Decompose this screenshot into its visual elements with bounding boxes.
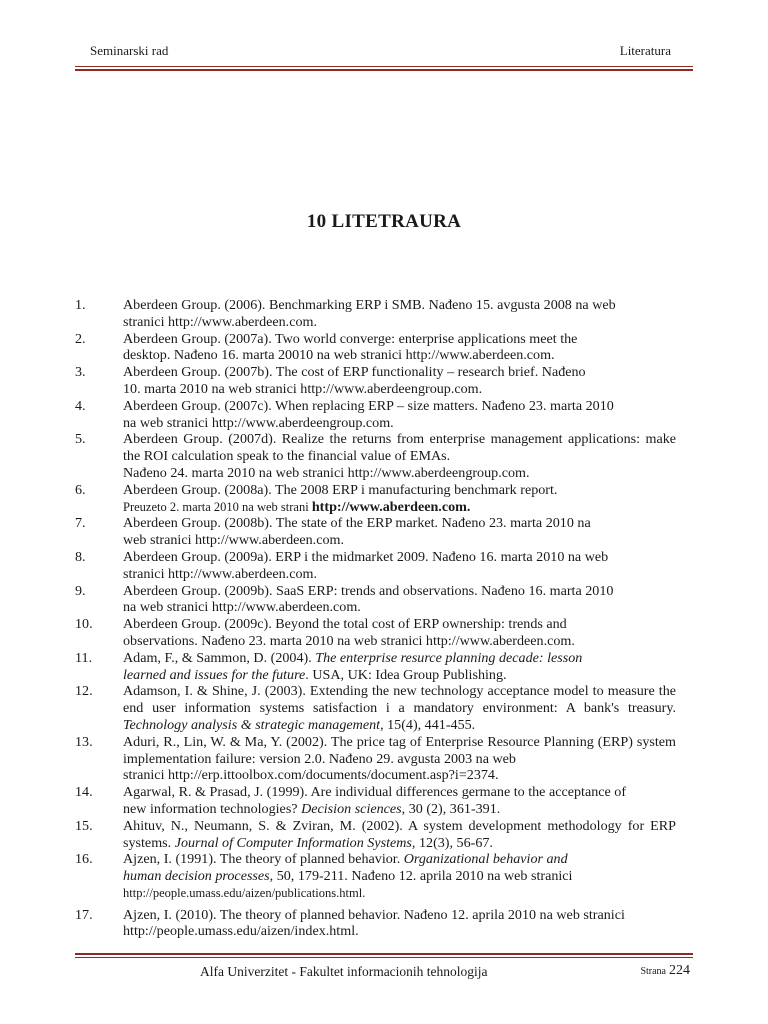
reference-line: 10. marta 2010 na web stranici http://www.aberdeengroup.com. [123, 380, 483, 397]
reference-text [123, 907, 676, 941]
reference-url: http://www.aberdeen.com. [311, 498, 471, 515]
reference-line: na web stranici http://www.aberdeen.com. [123, 599, 361, 616]
reference-item [75, 784, 676, 818]
page-number-block [640, 963, 690, 979]
reference-number: 17. [75, 906, 93, 923]
reference-line: Aberdeen Group. (2006). Benchmarking ERP i SMB. Nađeno 15. avgusta 2008 na web [123, 297, 616, 313]
reference-number: 8. [75, 548, 86, 565]
reference-line: Aberdeen Group. (2007c). When replacing ERP – size matters. Nađeno 23. marta 2010 [123, 397, 614, 414]
reference-number: 7. [75, 515, 86, 532]
reference-number: 6. [75, 481, 86, 498]
reference-text [123, 431, 676, 481]
reference-line: Nađeno 24. marta 2010 na web stranici http://www.aberdeengroup.com. [123, 464, 530, 481]
reference-segment: Adamson, I. & Shine, J. (2003). Extending the new technology acceptance model to [123, 683, 604, 700]
reference-number: 12. [75, 683, 93, 700]
reference-text [123, 851, 676, 901]
reference-text [123, 331, 676, 365]
reference-title: The enterprise resurce planning decade: lesson [315, 649, 583, 666]
reference-item [75, 482, 676, 516]
reference-line: stranici http://www.aberdeen.com. [123, 565, 317, 582]
reference-journal: Decision sciences [301, 800, 402, 817]
reference-line: na web stranici http://www.aberdeengroup.com. [123, 414, 394, 431]
header-right: Literatura [619, 43, 671, 58]
reference-text [123, 297, 676, 331]
reference-segment: new information technologies? [123, 800, 302, 817]
reference-journal: human decision processes [123, 868, 270, 885]
reference-text [123, 784, 676, 818]
page-label: Strana [640, 966, 666, 977]
reference-number: 16. [75, 851, 93, 868]
reference-number: 1. [75, 297, 86, 313]
reference-line: Preuzeto 2. marta 2010 na web strani [123, 499, 312, 514]
reference-line: http://people.umass.edu/aizen/index.html. [123, 923, 359, 940]
reference-segment: . USA, UK: Idea Group Publishing. [305, 666, 507, 683]
reference-number: 11. [75, 649, 93, 666]
reference-item [75, 907, 676, 941]
reference-number: 10. [75, 616, 93, 633]
reference-line: Aberdeen Group. (2009c). Beyond the total cost of ERP ownership: trends and [123, 616, 567, 633]
reference-text [123, 683, 676, 733]
reference-text [123, 364, 676, 398]
reference-number: 9. [75, 582, 86, 599]
reference-text [123, 482, 676, 516]
reference-line: stranici http://erp.ittoolbox.com/documents/document.asp?i=2374. [123, 767, 499, 784]
reference-number: 15. [75, 817, 93, 834]
reference-item [75, 515, 676, 549]
footer-text: Alfa Univerzitet - Fakultet informacionih tehnologija [200, 964, 488, 979]
reference-line: Aberdeen Group. (2007b). The cost of ERP functionality – research brief. Nađeno [123, 364, 586, 381]
reference-item [75, 549, 676, 583]
reference-line: desktop. Nađeno 16. marta 20010 na web stranici http://www.aberdeen.com. [123, 347, 555, 364]
reference-item [75, 398, 676, 432]
reference-text [123, 398, 676, 432]
reference-segment: Ajzen, I. (1991). The theory of planned behavior. [123, 851, 404, 868]
reference-segment: , 12(3), 56-67. [411, 834, 493, 851]
reference-line: Aberdeen Group. (2009a). ERP i the midmarket 2009. Nađeno 16. marta 2010 na web [123, 548, 609, 565]
reference-item [75, 331, 676, 365]
reference-text [123, 818, 676, 852]
header-rule-thick [75, 69, 693, 71]
reference-segment: , 30 (2), 361-391. [401, 800, 501, 817]
reference-line: Aberdeen Group. (2008a). The 2008 ERP i manufacturing benchmark report. [123, 481, 558, 498]
reference-journal: Organizational behavior and [403, 851, 568, 868]
reference-item [75, 583, 676, 617]
reference-item [75, 734, 676, 784]
reference-number: 3. [75, 364, 86, 381]
header-left: Seminarski rad [90, 43, 169, 58]
reference-item [75, 431, 676, 481]
reference-number: 5. [75, 431, 86, 448]
reference-segment: Adam, F., & Sammon, D. (2004). [123, 649, 316, 666]
reference-line: Aberdeen Group. (2007a). Two world converge: enterprise applications meet the [123, 330, 578, 347]
reference-list [75, 297, 676, 940]
reference-item [75, 364, 676, 398]
page-header [90, 43, 671, 63]
reference-line: Aduri, R., Lin, W. & Ma, Y. (2002). The price tag of Enterprise Resource Planning [123, 733, 594, 750]
reference-line: web stranici http://www.aberdeen.com. [123, 532, 344, 549]
reference-line: Aberdeen Group. (2008b). The state of the ERP market. Nađeno 23. marta 2010 na [123, 515, 591, 532]
reference-line: Aberdeen Group. (2009b). SaaS ERP: trends and observations. Nađeno 16. marta 2010 [123, 582, 614, 599]
footer-rule-thick [75, 953, 693, 955]
reference-line: observations. Nađeno 23. marta 2010 na web stranici http://www.aberdeen.com. [123, 632, 575, 649]
reference-item [75, 616, 676, 650]
reference-text [123, 549, 676, 583]
reference-text [123, 515, 676, 549]
reference-line: stranici http://www.aberdeen.com. [123, 313, 317, 330]
reference-number: 4. [75, 397, 86, 414]
reference-segment: ERP systems. [123, 817, 676, 851]
reference-text [123, 616, 676, 650]
reference-text [123, 734, 676, 784]
reference-line: (ERP) system implementation failure: version 2.0. Nađeno 29. avgusta 2003 na web [123, 733, 676, 767]
reference-segment: , 50, 179-211. Nađeno 12. aprila 2010 na web stranici [269, 868, 573, 885]
header-rule [75, 66, 693, 67]
reference-number: 13. [75, 733, 93, 750]
reference-segment: A bank's treasury. [565, 700, 676, 717]
reference-item [75, 297, 676, 331]
reference-text [123, 583, 676, 617]
reference-item [75, 818, 676, 852]
reference-segment: Ahituv, N., Neumann, S. & Zviran, M. (2002). A system development methodology for [123, 817, 645, 834]
reference-title: learned and issues for the future [123, 666, 306, 683]
reference-number: 2. [75, 330, 86, 347]
reference-line: applications: make the ROI calculation speak to the financial value of EMAs. [123, 431, 677, 465]
footer-rule [75, 957, 693, 958]
page-number: 224 [669, 963, 690, 978]
reference-journal: Journal of Computer Information Systems [174, 834, 412, 851]
reference-item [75, 851, 676, 901]
reference-item [75, 650, 676, 684]
reference-segment: , 15(4), 441-455. [380, 716, 476, 733]
reference-number: 14. [75, 784, 93, 801]
reference-line: Aberdeen Group. (2007d). Realize the returns from enterprise management [123, 431, 563, 448]
reference-segment: measure the end user information systems satisfaction i a mandatory environment: [123, 683, 677, 717]
reference-journal: Technology analysis & strategic management [123, 716, 381, 733]
page-title: 10 LITETRAURA [306, 211, 462, 232]
reference-url: http://people.umass.edu/aizen/publications.html. [123, 885, 366, 900]
reference-item [75, 683, 676, 733]
reference-line: Ajzen, I. (2010). The theory of planned behavior. Nađeno 12. aprila 2010 na web stranici [123, 906, 625, 923]
reference-segment: Agarwal, R. & Prasad, J. (1999). Are individual differences germane to the acceptance of [123, 784, 627, 801]
reference-text [123, 650, 676, 684]
